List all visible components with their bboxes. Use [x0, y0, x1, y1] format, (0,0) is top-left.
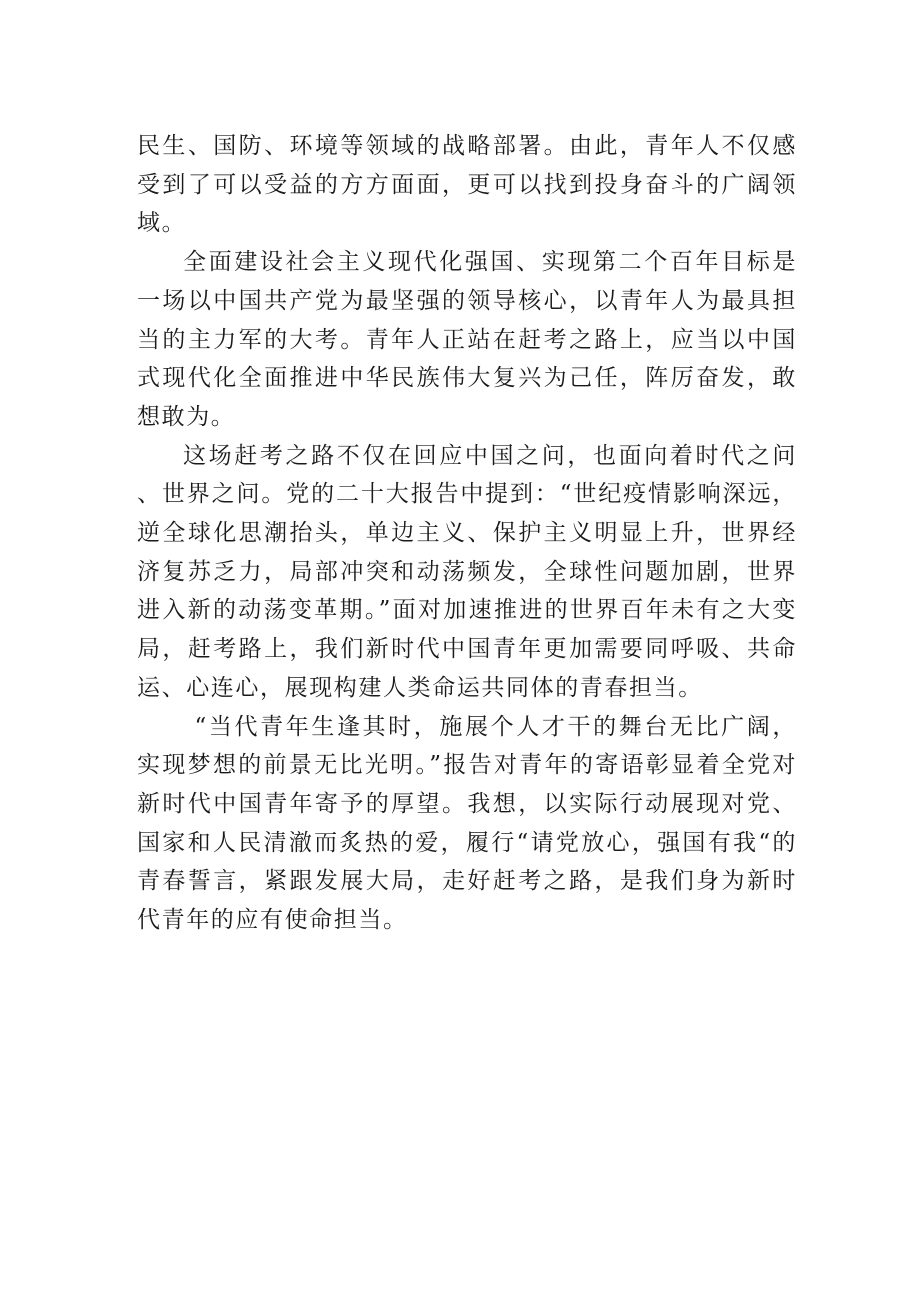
paragraph-continuation: 民生、国防、环境等领域的战略部署。由此，青年人不仅感受到了可以受益的方方面面，更可以找到投身奋斗的广阔领域。 [137, 133, 797, 237]
paragraph-goal: 全面建设社会主义现代化强国、实现第二个百年目标是一场以中国共产党为最坚强的领导核心，以青年人为最具担当的主力军的大考。青年人正站在赶考之路上，应当以中国式现代化全面推进中华民族伟大复兴为己任，阵厉奋发，敢想敢为。 [137, 249, 797, 430]
document-body [137, 127, 797, 940]
paragraph-world-question: 这场赶考之路不仅在回应中国之问，也面向着时代之问、世界之问。党的二十大报告中提到：“世纪疫情影响深远，逆全球化思潮抬头，单边主义、保护主义明显上升，世界经济复苏乏力，局部冲突和动荡频发，全球性问题加剧，世界进入新的动荡变革期。”面对加速推进的世界百年未有之大变局，赶考路上，我们新时代中国青年更加需要同呼吸、共命运、心连心，展现构建人类命运共同体的青春担当。 [137, 442, 797, 701]
paragraph-youth-mission: “当代青年生逢其时，施展个人才干的舞台无比广阔，实现梦想的前景无比光明。”报告对青年的寄语彰显着全党对新时代中国青年寄予的厚望。我想，以实际行动展现对党、国家和人民清澈而炙热的爱，履行“请党放心，强国有我“的青春誓言，紧跟发展大局，走好赶考之路，是我们身为新时代青年的应有使命担当。 [137, 713, 797, 934]
